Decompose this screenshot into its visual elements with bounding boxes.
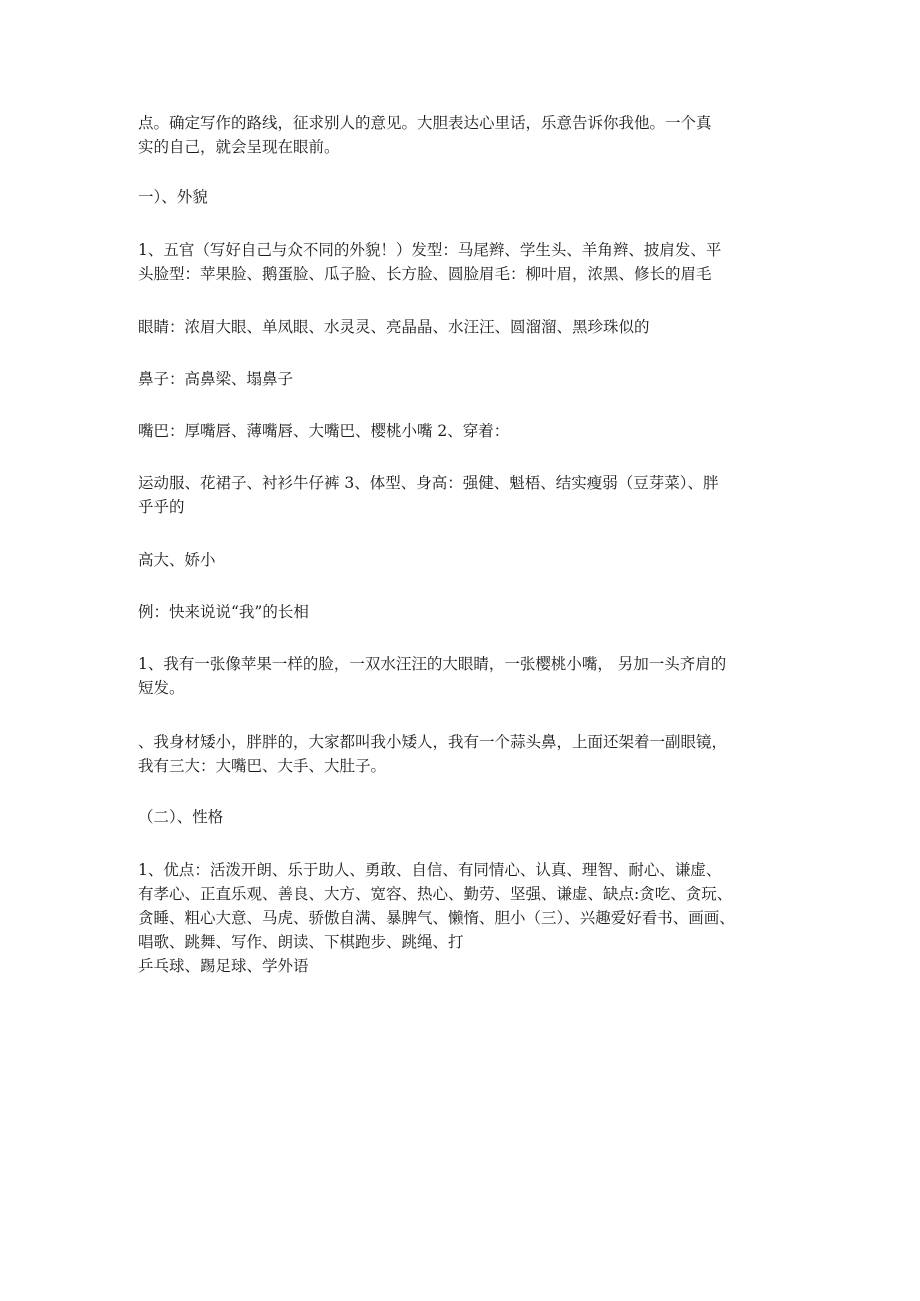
- text-line: 例：快来说说“我”的长相: [138, 603, 309, 621]
- text-line: 头脸型：苹果脸、鹅蛋脸、瓜子脸、长方脸、圆脸眉毛：柳叶眉，浓黑、修长的眉毛: [138, 265, 712, 283]
- text-line: 、我身材矮小，胖胖的，大家都叫我小矮人，我有一个蒜头鼻，上面还架着一副眼镜，: [138, 733, 728, 751]
- section-heading-appearance: [138, 185, 798, 209]
- paragraph-example-heading: [138, 600, 798, 624]
- paragraph-intro: [138, 111, 798, 159]
- text-line: 运动服、花裙子、衬衫牛仔裤 3、体型、身高：强健、魁梧、结实瘦弱（豆芽菜）、胖: [138, 474, 719, 492]
- paragraph-clothing-body: [138, 471, 798, 519]
- text-line: 1、我有一张像苹果一样的脸，一双水汪汪的大眼睛，一张樱桃小嘴， 另加一头齐肩的: [138, 655, 727, 673]
- text-line: 眼睛：浓眉大眼、单凤眼、水灵灵、亮晶晶、水汪汪、圆溜溜、黑珍珠似的: [138, 318, 650, 336]
- text-line: 贪睡、粗心大意、马虎、骄傲自满、暴脾气、懒惰、胆小（三）、兴趣爱好看书、画画、: [138, 909, 735, 927]
- text-line: 点。确定写作的路线，征求别人的意见。大胆表达心里话，乐意告诉你我他。一个真: [138, 114, 712, 132]
- text-line: 我有三大：大嘴巴、大手、大肚子。: [138, 757, 387, 775]
- text-line: 一）、外貌: [138, 188, 208, 206]
- text-line: （二）、性格: [138, 808, 224, 826]
- section-heading-personality: [138, 805, 798, 829]
- text-line: 乎乎的: [138, 498, 185, 516]
- text-line: 高大、娇小: [138, 551, 216, 569]
- text-line: 实的自己，就会呈现在眼前。: [138, 138, 340, 156]
- paragraph-example-2: [138, 730, 798, 778]
- paragraph-nose: [138, 367, 798, 391]
- paragraph-height: [138, 548, 798, 572]
- paragraph-facial-features: [138, 238, 798, 286]
- text-line: 短发。: [138, 679, 185, 697]
- paragraph-example-1: [138, 652, 798, 700]
- text-line: 乒乓球、踢足球、学外语: [138, 957, 309, 975]
- paragraph-eyes: [138, 315, 798, 339]
- text-line: 1、优点：活泼开朗、乐于助人、勇敢、自信、有同情心、认真、理智、耐心、谦虚、: [138, 861, 722, 879]
- text-line: 鼻子：高鼻梁、塌鼻子: [138, 370, 294, 388]
- paragraph-mouth: [138, 419, 798, 443]
- paragraph-traits: [138, 858, 798, 978]
- text-line: 有孝心、正直乐观、善良、大方、宽容、热心、勤劳、坚强、谦虚、缺点:贪吃、贪玩、: [138, 885, 733, 903]
- text-line: 1、五官（写好自己与众不同的外貌！）发型：马尾辫、学生头、羊角辫、披肩发、平: [138, 241, 722, 259]
- text-line: 嘴巴：厚嘴唇、薄嘴唇、大嘴巴、樱桃小嘴 2、穿着：: [138, 422, 510, 440]
- text-line: 唱歌、跳舞、写作、朗读、下棋跑步、跳绳、打: [138, 933, 464, 951]
